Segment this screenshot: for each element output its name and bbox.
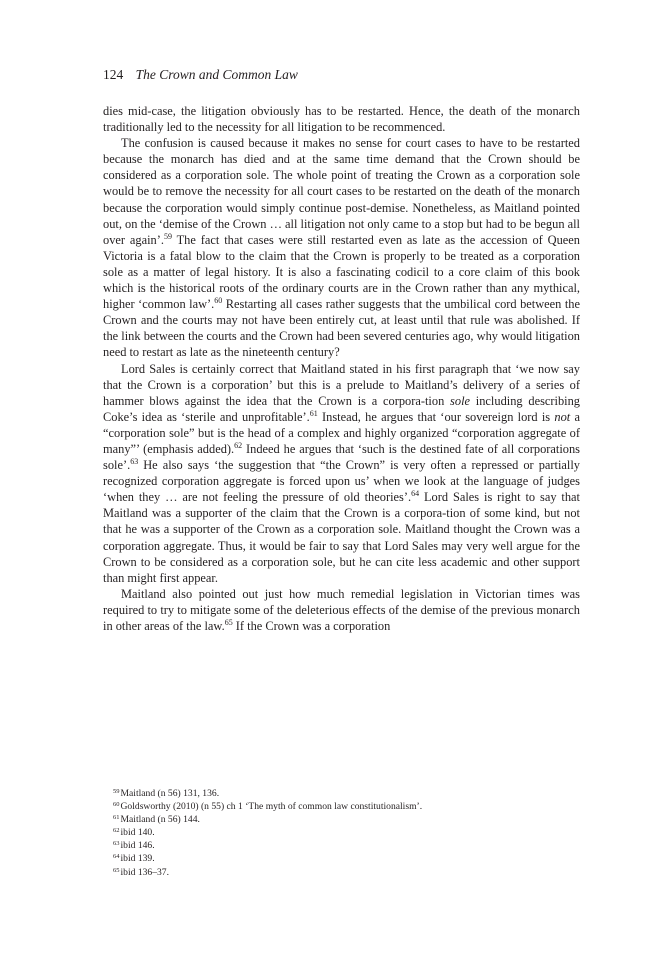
footnote-ref-64: 64 xyxy=(411,489,420,499)
footnote xyxy=(113,826,573,839)
footnote-ref-63: 63 xyxy=(130,457,139,467)
footnote-ref-62: 62 xyxy=(234,440,243,450)
p3-text-c: Indeed he argues that ‘such is the destined fate of all corporations sole’. xyxy=(103,441,580,473)
footnote-text: Maitland (n 56) 144. xyxy=(120,814,200,826)
page-number: 124 xyxy=(103,67,124,82)
footnote-text: ibid 140. xyxy=(120,827,155,839)
footnote-text: Goldsworthy (2010) (n 55) ch 1 ‘The myth of common law constitutionalism’. xyxy=(120,801,423,813)
p4-text-b: If the Crown was a corporation xyxy=(232,619,391,633)
p3-text-d: He also says ‘the suggestion that “the Crown” is very often a repressed or partially recognized corporation aggregate is forced upon us’ when we look at the language of judges ‘when they … are not feeling the pressure of old theories’. xyxy=(103,458,580,505)
footnote-number: 60 xyxy=(113,801,120,809)
p3-text-a: Lord Sales is certainly correct that Maitland stated in his first paragraph that ‘we now say that the Crown is a corporation’ but this is a prelude to Maitland’s delivery of a series of hammer blows against the idea that the Crown is a corpora-tion xyxy=(103,361,580,408)
paragraph-2 xyxy=(103,135,580,360)
running-title: The Crown and Common Law xyxy=(135,67,298,82)
p2-text-a: The confusion is caused because it makes no sense for court cases to have to be restarted because the monarch has died and at the same time demand that the Crown should be considered as a corporation sole. The whole point of treating the Crown as a corporation sole would be to remove the necessity for all court cases to be restarted on the death of the monarch because the corporation would simply continue post-demise. Nonetheless, as Maitland pointed out, on the ‘demise of the Crown … all litigation not only came to a stop but had to be begun all over again’. xyxy=(103,136,580,247)
footnote-number: 62 xyxy=(113,827,120,835)
paragraph-1: dies mid-case, the litigation obviously has to be restarted. Hence, the death of the monarch traditionally led to the necessity for all litigation to be recommenced. xyxy=(103,104,580,135)
footnote xyxy=(113,839,573,852)
footnote xyxy=(113,787,573,800)
footnote-number: 59 xyxy=(113,788,120,795)
body-text xyxy=(103,103,580,634)
p3-emphasis-not: not xyxy=(554,409,571,424)
p2-text-b: The fact that cases were still restarted even as late as the accession of Queen Victoria is a fatal blow to the claim that the Crown is properly to be treated as a corporation sole as a matter of legal history. It is also a fascinating codicil to a core claim of this book which is the historical roots of the ordinary courts are in the Crown rather than any mythical, higher ‘common law’. xyxy=(103,232,580,312)
footnote-ref-60: 60 xyxy=(214,296,223,306)
footnote xyxy=(113,813,573,826)
footnote-text: Maitland (n 56) 131, 136. xyxy=(120,788,220,799)
footnote-text: ibid 146. xyxy=(120,840,155,852)
footnote-number: 63 xyxy=(113,840,120,848)
p3-emphasis-sole: sole xyxy=(450,393,471,408)
paragraph-4 xyxy=(103,586,580,634)
footnote-ref-59: 59 xyxy=(163,231,172,241)
footnote xyxy=(113,852,573,865)
footnote-ref-61: 61 xyxy=(309,408,318,418)
footnote-ref-65: 65 xyxy=(224,618,233,627)
footnote-number: 64 xyxy=(113,853,120,861)
footnote-number: 61 xyxy=(113,814,120,822)
footnotes xyxy=(113,787,573,879)
footnote xyxy=(113,800,573,813)
paragraph-3 xyxy=(103,361,580,586)
footnote xyxy=(113,866,573,879)
p2-text-c: Restarting all cases rather suggests that the umbilical cord between the Crown and the courts may not have been entirely cut, at least until that rule was abolished. If the link between the courts and the Crown had been severed centuries ago, why would litigation need to restart as late as the nineteenth century? xyxy=(103,297,580,360)
p3-text-b: Instead, he argues that ‘our sovereign lord is xyxy=(317,409,555,424)
footnote-number: 65 xyxy=(113,866,120,874)
p3-text-e: Lord Sales is right to say that Maitland was a supporter of the claim that the Crown is a corpora-tion of some kind, but not that he was a supporter of the Crown as a corporation sole. Maitland thought the Crown was a corporation aggregate. Thus, it would be fair to say that Lord Sales may very well argue for the Crown to be considered as a corporation sole, but he can cite less academic and other support than might first appear. xyxy=(103,490,580,585)
p4-text-a: Maitland also pointed out just how much remedial legislation in Victorian times was required to try to mitigate some of the deleterious effects of the demise of the previous monarch in other areas of the law. xyxy=(103,586,580,633)
footnote-text: ibid 139. xyxy=(120,853,155,865)
footnote-text: ibid 136–37. xyxy=(120,866,170,878)
p3-text-a2: including describing Coke’s idea as ‘sterile and unprofitable’. xyxy=(103,393,580,424)
p3-text-b2: a “corporation sole” but is the head of a complex and highly organized “corporation aggregate of many”’ (emphasis added). xyxy=(103,409,580,456)
running-head xyxy=(103,66,298,84)
